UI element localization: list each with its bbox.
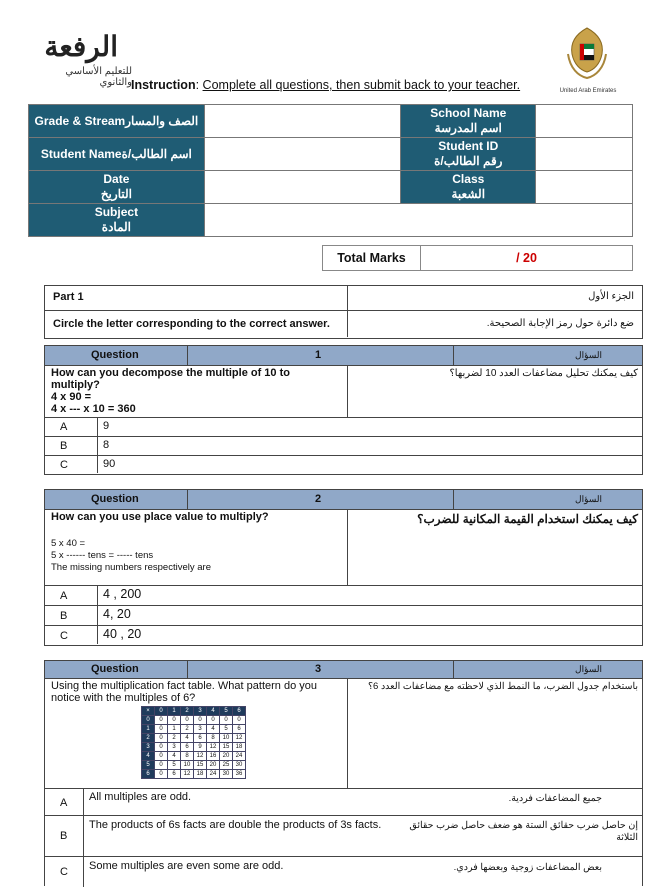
table-cell: 4 — [168, 752, 181, 761]
option-letter: C — [60, 459, 68, 471]
table-cell: 9 — [194, 743, 207, 752]
table-cell: 3 — [194, 725, 207, 734]
question-number: 1 — [315, 349, 322, 361]
question-text: How can you use place value to multiply? — [51, 511, 269, 523]
table-header-cell: 4 — [207, 707, 220, 716]
school-name-label: School Name اسم المدرسة — [401, 105, 536, 138]
table-cell: 0 — [220, 716, 233, 725]
option-b[interactable] — [45, 816, 642, 857]
option-text: 40 , 20 — [103, 627, 142, 641]
table-header-cell: 2 — [181, 707, 194, 716]
table-cell: 2 — [181, 725, 194, 734]
part-instruction-en: Circle the letter corresponding to the correct answer. — [53, 318, 330, 330]
table-row — [142, 734, 246, 743]
option-c[interactable] — [45, 456, 642, 473]
question-label-ar: السؤال — [575, 664, 602, 674]
table-cell: 0 — [207, 716, 220, 725]
instruction-label: Instruction — [131, 78, 196, 92]
instruction-line: Instruction: Complete all questions, then submit back to your teacher. — [131, 78, 521, 92]
table-cell: 18 — [233, 743, 246, 752]
student-id-field[interactable] — [536, 138, 633, 171]
table-header-cell: 5 — [220, 707, 233, 716]
table-cell: 0 — [181, 716, 194, 725]
question-text-ar: كيف يمكنك تحليل مضاعفات العدد 10 لضربها؟ — [449, 368, 638, 379]
question-text-ar: باستخدام جدول الضرب، ما النمط الذي لاحظته مع مضاعفات العدد 6؟ — [367, 681, 638, 692]
option-a[interactable] — [45, 586, 642, 606]
table-row — [142, 752, 246, 761]
table-cell: 0 — [233, 716, 246, 725]
total-marks-label: Total Marks — [323, 246, 421, 271]
table-cell: 10 — [181, 761, 194, 770]
table-cell: 0 — [155, 743, 168, 752]
table-cell: 20 — [220, 752, 233, 761]
part-header — [44, 285, 643, 339]
table-cell: 3 — [168, 743, 181, 752]
option-letter: C — [60, 866, 68, 878]
school-logo-subtitle: للتعليم الأساسي والثانوي — [65, 66, 132, 88]
table-cell: 12 — [207, 743, 220, 752]
emblem-caption: United Arab Emirates — [559, 88, 617, 94]
table-cell: 2 — [142, 734, 155, 743]
table-cell: 4 — [207, 725, 220, 734]
table-cell: 3 — [142, 743, 155, 752]
table-header-cell: 6 — [233, 707, 246, 716]
question-label: Question — [91, 493, 139, 505]
table-cell: 30 — [220, 770, 233, 779]
question-label: Question — [91, 663, 139, 675]
total-marks-box — [322, 245, 633, 271]
table-cell: 30 — [233, 761, 246, 770]
date-label: Date التاريخ — [29, 171, 205, 204]
table-cell: 2 — [168, 734, 181, 743]
table-cell: 0 — [155, 770, 168, 779]
option-text: 8 — [103, 439, 110, 451]
option-letter: C — [60, 630, 68, 642]
table-cell: 6 — [142, 770, 155, 779]
option-letter: A — [60, 797, 68, 809]
question-label: Question — [91, 349, 139, 361]
subject-label: Subject المادة — [29, 204, 205, 237]
question-1 — [44, 345, 643, 475]
table-cell: 18 — [194, 770, 207, 779]
grade-label: Grade & Streamالصف والمسار — [29, 105, 205, 138]
question-text-ar: كيف يمكنك استخدام القيمة المكانية للضرب؟ — [417, 512, 638, 526]
table-cell: 0 — [142, 716, 155, 725]
table-cell: 15 — [194, 761, 207, 770]
option-letter: B — [60, 440, 68, 452]
table-row — [142, 716, 246, 725]
table-cell: 12 — [181, 770, 194, 779]
table-cell: 16 — [207, 752, 220, 761]
option-text: The products of 6s facts are double the products of 3s facts. — [89, 819, 382, 831]
table-cell: 4 — [142, 752, 155, 761]
table-cell: 15 — [220, 743, 233, 752]
question-2 — [44, 489, 643, 646]
student-id-label: Student ID رقم الطالب/ة — [401, 138, 536, 171]
table-cell: 20 — [207, 761, 220, 770]
subject-field[interactable] — [204, 204, 632, 237]
student-name-label: Student Nameاسم الطالب/ة — [29, 138, 205, 171]
question-number: 3 — [315, 663, 322, 675]
table-cell: 0 — [155, 761, 168, 770]
question-text: Using the multiplication fact table. What pattern do you notice with the multiples of 6? — [51, 680, 317, 704]
table-cell: 24 — [207, 770, 220, 779]
table-cell: 5 — [220, 725, 233, 734]
part-title-en: Part 1 — [53, 291, 84, 303]
option-letter: A — [60, 421, 68, 433]
multiplication-table — [141, 706, 246, 788]
table-cell: 0 — [194, 716, 207, 725]
school-logo-text: الرفعة — [44, 30, 118, 63]
table-cell: 8 — [181, 752, 194, 761]
table-cell: 1 — [142, 725, 155, 734]
class-field[interactable] — [536, 171, 633, 204]
table-cell: 5 — [142, 761, 155, 770]
option-text-ar: بعض المضاعفات زوجية وبعضها فردي. — [453, 862, 602, 873]
part-instruction-ar: ضع دائرة حول رمز الإجابة الصحيحة. — [486, 318, 634, 329]
table-cell: 1 — [168, 725, 181, 734]
option-a[interactable] — [45, 789, 642, 816]
option-letter: B — [60, 830, 68, 842]
table-row — [142, 770, 246, 779]
part-title-ar: الجزء الأول — [588, 291, 634, 302]
table-cell: 12 — [233, 734, 246, 743]
table-header-cell: 3 — [194, 707, 207, 716]
table-row — [142, 725, 246, 734]
table-cell: 6 — [168, 770, 181, 779]
option-text-ar: إن حاصل ضرب حقائق الستة هو ضعف حاصل ضرب حقائق الثلاثة — [409, 820, 638, 843]
option-a[interactable] — [45, 418, 642, 437]
question-3 — [44, 660, 643, 886]
table-header-cell: 1 — [168, 707, 181, 716]
date-field[interactable] — [204, 171, 401, 204]
option-b[interactable] — [45, 606, 642, 626]
student-info-table — [28, 104, 633, 237]
option-c[interactable] — [45, 626, 642, 644]
table-cell: 0 — [155, 752, 168, 761]
table-cell: 12 — [194, 752, 207, 761]
table-cell: 6 — [194, 734, 207, 743]
table-cell: 8 — [207, 734, 220, 743]
option-text: All multiples are odd. — [89, 791, 192, 803]
option-text: 90 — [103, 458, 116, 470]
question-label-ar: السؤال — [575, 350, 602, 360]
table-cell: 5 — [168, 761, 181, 770]
table-cell: 25 — [220, 761, 233, 770]
table-cell: 24 — [233, 752, 246, 761]
option-text: Some multiples are even some are odd. — [89, 860, 284, 872]
table-cell: 0 — [155, 716, 168, 725]
table-row — [142, 761, 246, 770]
school-name-field[interactable] — [536, 105, 633, 138]
table-cell: 6 — [181, 743, 194, 752]
question-label-ar: السؤال — [575, 494, 602, 504]
option-text: 9 — [103, 420, 110, 432]
table-cell: 0 — [155, 734, 168, 743]
student-name-field[interactable] — [204, 138, 401, 171]
option-text: 4 , 200 — [103, 587, 142, 601]
table-header-cell: × — [142, 707, 155, 716]
uae-emblem-icon — [562, 24, 612, 86]
table-cell: 0 — [168, 716, 181, 725]
option-text-ar: جميع المضاعفات فردية. — [508, 793, 602, 804]
table-cell: 4 — [181, 734, 194, 743]
table-cell: 0 — [155, 725, 168, 734]
table-cell: 10 — [220, 734, 233, 743]
option-letter: A — [60, 590, 68, 602]
instruction-text: Complete all questions, then submit back to your teacher. — [202, 78, 521, 92]
table-cell: 6 — [233, 725, 246, 734]
option-letter: B — [60, 610, 68, 622]
question-text: How can you decompose the multiple of 10 to multiply? 4 x 90 = 4 x --- x 10 = 360 — [51, 367, 290, 415]
option-text: 4, 20 — [103, 607, 131, 621]
option-b[interactable] — [45, 437, 642, 456]
total-marks-value: / 20 — [421, 246, 633, 271]
table-row — [142, 743, 246, 752]
grade-field[interactable] — [204, 105, 401, 138]
class-label: Class الشعبة — [401, 171, 536, 204]
question-work: 5 x 40 = 5 x ------ tens = ----- tens The missing numbers respectively are — [51, 538, 211, 573]
table-cell: 36 — [233, 770, 246, 779]
table-header-cell: 0 — [155, 707, 168, 716]
question-number: 2 — [315, 493, 322, 505]
